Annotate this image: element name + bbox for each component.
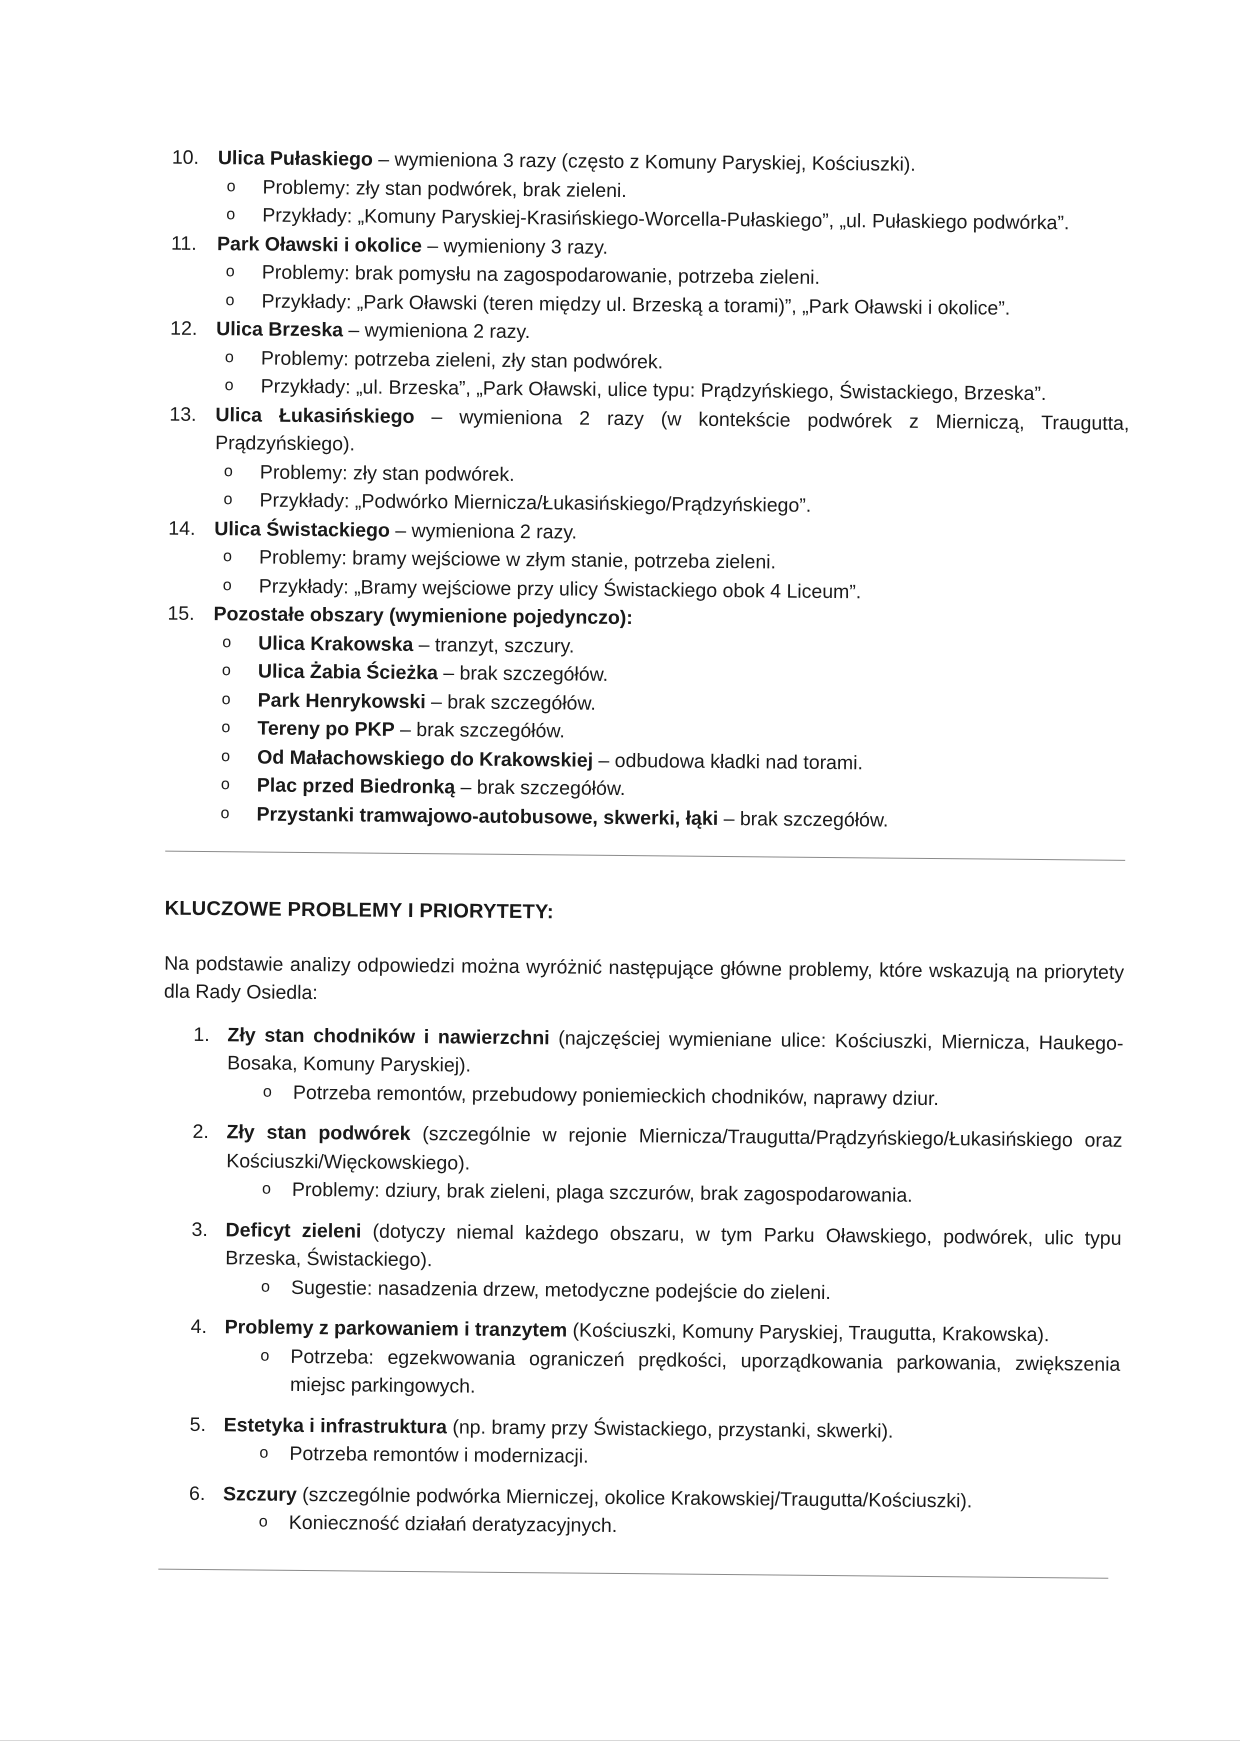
sub-item-text: Problemy: dziury, brak zieleni, plaga szczurów, brak zagospodarowania. xyxy=(292,1179,913,1207)
area-desc: – wymieniona 2 razy (w kontekście podwórek z Mierniczą, Traugutta, Prądzyńskiego). xyxy=(215,406,1129,456)
area-title: Ulica Świstackiego xyxy=(214,518,390,542)
sub-item-text: Przykłady: „Bramy wejściowe przy ulicy Świstackiego obok 4 Liceum”. xyxy=(259,575,862,603)
bullet-icon: o xyxy=(262,1176,271,1205)
problem-desc: (Kościuszki, Komuny Paryskiej, Traugutta, Krakowska). xyxy=(567,1320,1049,1347)
area-desc: – wymieniony 3 razy. xyxy=(422,235,608,259)
bullet-icon: o xyxy=(221,714,230,743)
sub-item-text: Problemy: brak pomysłu na zagospodarowanie, potrzeba zieleni. xyxy=(262,262,820,289)
sub-item-text: Przykłady: „ul. Brzeska”, „Park Oławski, ulice typu: Prądzyńskiego, Świstackiego, Brzeska”. xyxy=(261,376,1047,406)
problem-item xyxy=(192,1118,1123,1212)
sub-item-text: Potrzeba remontów, przebudowy poniemieckich chodników, naprawy dziur. xyxy=(293,1081,939,1109)
sub-item-text: Problemy: zły stan podwórek, brak zieleni. xyxy=(263,176,627,201)
area-title: Ulica Brzeska xyxy=(216,318,343,341)
bullet-icon: o xyxy=(260,1342,269,1371)
bullet-icon: o xyxy=(259,1509,268,1538)
bullet-icon: o xyxy=(226,201,235,230)
sub-item-title: Plac przed Biedronką xyxy=(257,775,456,799)
sub-item-text: Przykłady: „Komuny Paryskiej-Krasińskiego-Worcella-Pułaskiego”, „ul. Pułaskiego podwórka”. xyxy=(262,205,1069,235)
bullet-icon: o xyxy=(222,686,231,715)
sub-list xyxy=(216,344,1131,410)
item-number: 15. xyxy=(167,600,207,629)
sub-item-text: Problemy: bramy wejściowe w złym stanie, potrzeba zieleni. xyxy=(259,547,776,574)
area-item xyxy=(168,400,1129,523)
sub-list xyxy=(217,173,1132,239)
area-desc: – wymieniona 2 razy. xyxy=(390,519,577,543)
bullet-icon: o xyxy=(263,1078,272,1107)
item-number: 13. xyxy=(169,400,209,429)
bullet-icon: o xyxy=(224,458,233,487)
sub-item-text: – brak szczegółów. xyxy=(426,691,596,715)
sub-item-text: – brak szczegółów. xyxy=(438,662,608,686)
problem-title: Estetyka i infrastruktura xyxy=(224,1414,447,1438)
sub-item-text: Problemy: potrzeba zieleni, zły stan podwórek. xyxy=(261,347,663,373)
area-item xyxy=(168,514,1129,609)
item-number: 4. xyxy=(191,1313,221,1342)
problem-title: Problemy z parkowaniem i tranzytem xyxy=(225,1316,568,1341)
sub-item-title: Tereny po PKP xyxy=(257,718,394,741)
bullet-icon: o xyxy=(259,1440,268,1469)
bullet-icon: o xyxy=(226,258,235,287)
sub-item-text: – brak szczegółów. xyxy=(395,719,565,743)
bullet-icon: o xyxy=(223,543,232,572)
area-item xyxy=(171,144,1132,239)
sub-item-text: – brak szczegółów. xyxy=(718,807,888,831)
divider-bottom xyxy=(158,1569,1108,1579)
sub-item-text: Przykłady: „Podwórko Miernicza/Łukasińskiego/Prądzyńskiego”. xyxy=(259,490,811,517)
problem-title: Zły stan podwórek xyxy=(226,1121,410,1145)
sub-item-text: Przykłady: „Park Oławski (teren między ul. Brzeską a torami)”, „Park Oławski i okolice”. xyxy=(261,290,1010,319)
sub-item-text: Konieczność działań deratyzacyjnych. xyxy=(289,1512,618,1537)
areas-list xyxy=(165,144,1132,837)
section-intro: Na podstawie analizy odpowiedzi można wyróżnić następujące główne problemy, które wskazują na priorytety dla Rady Osiedla: xyxy=(164,949,1125,1015)
sub-item-text: – tranzyt, szczury. xyxy=(413,634,574,658)
item-number: 6. xyxy=(189,1479,219,1508)
bullet-icon: o xyxy=(225,372,234,401)
sub-item-title: Ulica Żabia Ścieżka xyxy=(258,661,438,685)
scan-edge xyxy=(0,1740,1240,1741)
area-title: Ulica Łukasińskiego xyxy=(215,404,414,428)
sub-item-title: Park Henrykowski xyxy=(258,689,426,713)
problem-line xyxy=(225,1216,1122,1282)
areas-ordered-list xyxy=(165,144,1132,837)
problem-item xyxy=(189,1410,1120,1476)
bullet-icon: o xyxy=(225,344,234,373)
bullet-icon: o xyxy=(222,657,231,686)
sub-list xyxy=(214,543,1129,609)
problem-item xyxy=(189,1479,1120,1545)
item-number: 1. xyxy=(193,1020,223,1049)
item-number: 12. xyxy=(170,315,210,344)
item-number: 11. xyxy=(171,229,211,258)
bullet-icon: o xyxy=(221,743,230,772)
area-line xyxy=(215,401,1130,467)
sub-item-text: Problemy: zły stan podwórek. xyxy=(260,461,515,485)
bullet-icon: o xyxy=(220,800,229,829)
section-heading: KLUCZOWE PROBLEMY I PRIORYTETY: xyxy=(165,895,1125,933)
bullet-icon: o xyxy=(226,173,235,202)
problems-list xyxy=(159,1020,1124,1545)
sub-list xyxy=(214,458,1129,524)
bullet-icon: o xyxy=(221,771,230,800)
problem-item xyxy=(193,1020,1124,1114)
item-number: 10. xyxy=(172,144,212,173)
problem-item xyxy=(190,1313,1121,1407)
sub-item-title: Od Małachowskiego do Krakowskiej xyxy=(257,746,593,771)
problem-desc: (najczęściej wymieniane ulice: Kościuszki, Miernicza, Haukego-Bosaka, Komuny Paryskiej). xyxy=(227,1027,1123,1077)
sub-item-text: – odbudowa kładki nad torami. xyxy=(593,749,863,774)
problem-title: Zły stan chodników i nawierzchni xyxy=(227,1024,549,1049)
problem-desc: (dotyczy niemal każdego obszaru, w tym Parku Oławskiego, podwórek, ulic typu Brzeska, Świstackiego). xyxy=(225,1220,1121,1271)
sub-item-text: Potrzeba remontów i modernizacji. xyxy=(289,1443,588,1468)
sub-item-title: Ulica Krakowska xyxy=(258,632,413,655)
problem-title: Deficyt zieleni xyxy=(225,1219,361,1242)
area-title: Pozostałe obszary (wymienione pojedynczo): xyxy=(213,603,633,629)
sub-item-text: Potrzeba: egzekwowania ograniczeń prędkości, uporządkowania parkowania, zwiększenia miejsc parkingowych. xyxy=(290,1345,1120,1397)
sub-item xyxy=(224,1342,1121,1408)
problem-desc: (szczególnie podwórka Mierniczej, okolice Krakowskiej/Traugutta/Kościuszki). xyxy=(297,1483,973,1511)
sub-item-text: – brak szczegółów. xyxy=(455,776,625,800)
problem-line xyxy=(226,1118,1123,1184)
item-number: 5. xyxy=(190,1410,220,1439)
area-title: Ulica Pułaskiego xyxy=(218,147,373,170)
bullet-icon: o xyxy=(222,629,231,658)
sub-item-text: Sugestie: nasadzenia drzew, metodyczne podejście do zieleni. xyxy=(291,1276,831,1303)
item-number: 3. xyxy=(191,1215,221,1244)
bullet-icon: o xyxy=(225,287,234,316)
sub-list xyxy=(224,1342,1121,1408)
problem-title: Szczury xyxy=(223,1483,297,1506)
area-item xyxy=(165,600,1127,837)
bullet-icon: o xyxy=(223,486,232,515)
area-desc: – wymieniona 3 razy (często z Komuny Paryskiej, Kościuszki). xyxy=(373,149,916,176)
sub-list xyxy=(211,629,1127,837)
bullet-icon: o xyxy=(223,572,232,601)
bullet-icon: o xyxy=(261,1273,270,1302)
area-item xyxy=(170,229,1131,324)
problem-desc: (szczególnie w rejonie Miernicza/Traugutta/Prądzyńskiego/Łukasińskiego oraz Kościuszki/Więckowskiego). xyxy=(226,1123,1122,1174)
area-item xyxy=(170,315,1131,410)
key-problems-section xyxy=(159,895,1125,1558)
divider-top xyxy=(165,851,1125,861)
item-number: 14. xyxy=(168,514,208,543)
area-title: Park Oławski i okolice xyxy=(217,233,422,257)
problem-desc: (np. bramy przy Świstackiego, przystanki, skwerki). xyxy=(447,1416,894,1442)
sub-list xyxy=(216,258,1131,324)
area-desc: – wymieniona 2 razy. xyxy=(343,319,530,343)
item-number: 2. xyxy=(192,1118,222,1147)
problem-line xyxy=(227,1021,1124,1087)
sub-item-title: Przystanki tramwajowo-autobusowe, skwerki, łąki xyxy=(256,803,718,829)
problem-item xyxy=(191,1215,1122,1309)
